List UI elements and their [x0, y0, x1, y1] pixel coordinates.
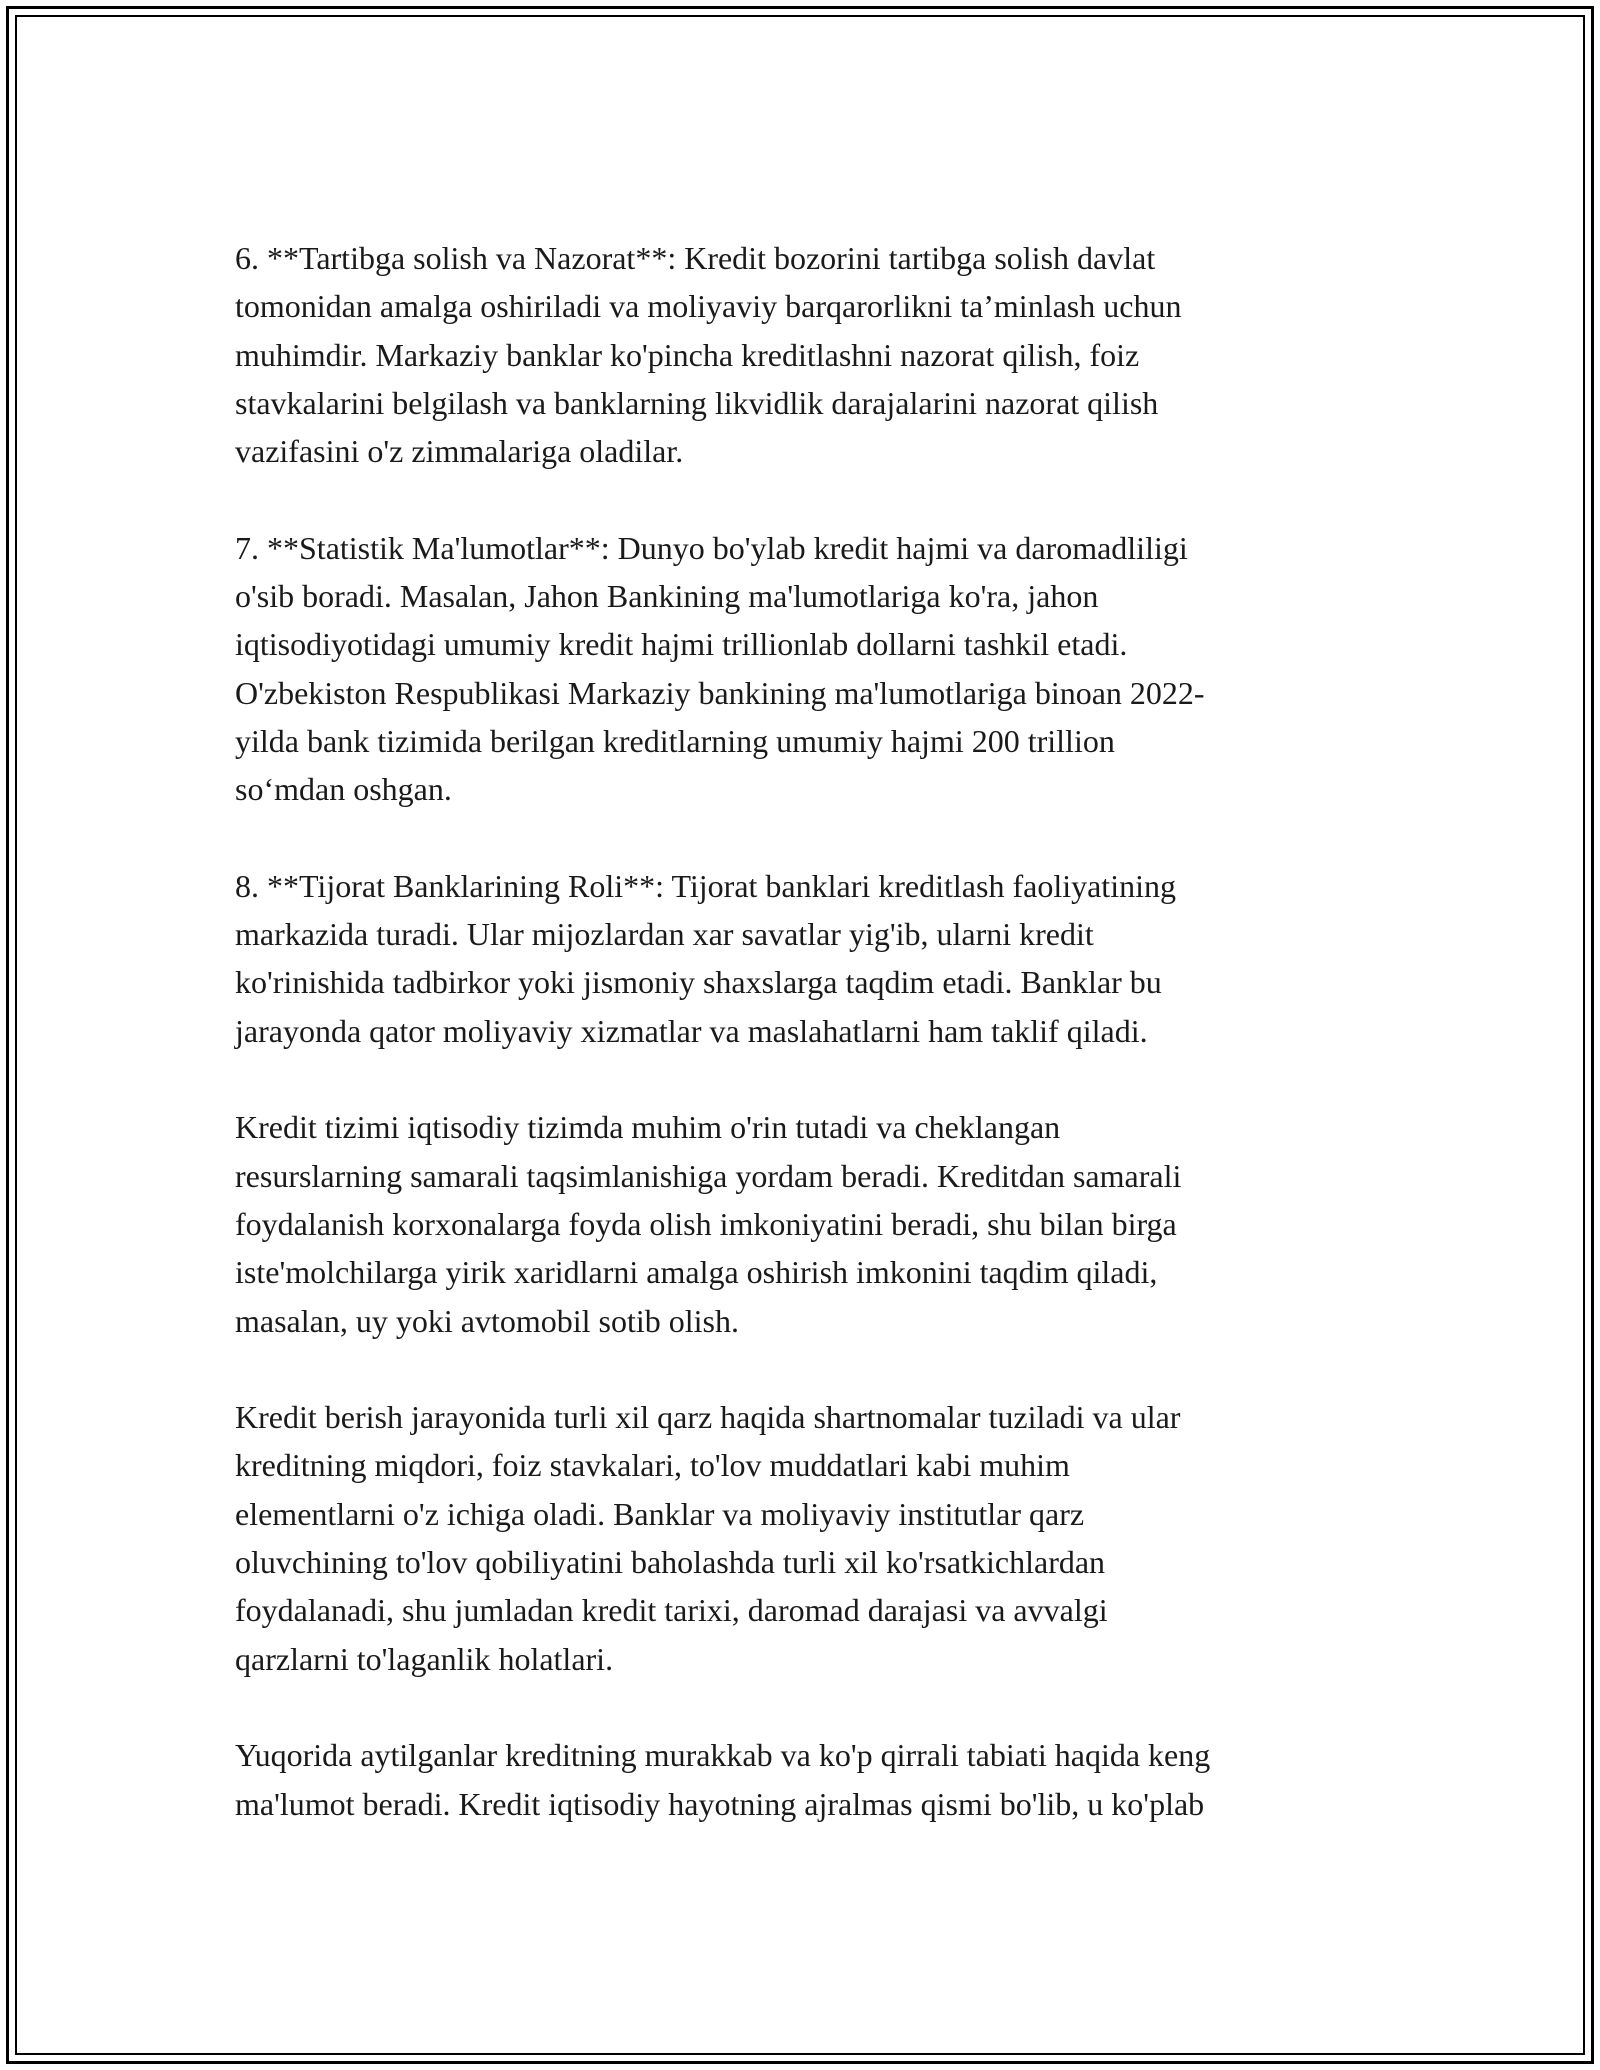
text-line: oluvchining to'lov qobiliyatini baholashda turli xil ko'rsatkichlardan	[235, 1544, 1106, 1581]
text-line: Kredit berish jarayonida turli xil qarz haqida shartnomalar tuziladi va ular	[235, 1399, 1181, 1436]
text-line: Kredit tizimi iqtisodiy tizimda muhim o'rin tutadi va cheklangan	[235, 1109, 1061, 1146]
paragraph-credit-system	[235, 1103, 1385, 1344]
text-line: qarzlarni to'laganlik holatlari.	[235, 1640, 614, 1677]
document-body	[235, 234, 1385, 1876]
text-line: kreditning miqdori, foiz stavkalari, to'lov muddatlari kabi muhim	[235, 1447, 1070, 1484]
text-line: elementlarni o'z ichiga oladi. Banklar va moliyaviy institutlar qarz	[235, 1495, 1085, 1532]
text-line: stavkalarini belgilash va banklarning likvidlik darajalarini nazorat qilish	[235, 384, 1159, 421]
text-line: iste'molchilarga yirik xaridlarni amalga oshirish imkonini taqdim qiladi,	[235, 1254, 1158, 1291]
text-line: jarayonda qator moliyaviy xizmatlar va maslahatlarni ham taklif qiladi.	[235, 1012, 1148, 1049]
text-line: vazifasini o'z zimmalariga oladilar.	[235, 433, 684, 470]
text-line: foydalanadi, shu jumladan kredit tarixi, daromad darajasi va avvalgi	[235, 1592, 1108, 1629]
paragraph-conclusion	[235, 1731, 1385, 1828]
text-line: iqtisodiyotidagi umumiy kredit hajmi trillionlab dollarni tashkil etadi.	[235, 626, 1128, 663]
text-line: masalan, uy yoki avtomobil sotib olish.	[235, 1302, 739, 1339]
text-line: yilda bank tizimida berilgan kreditlarning umumiy hajmi 200 trillion	[235, 722, 1115, 759]
text-line: O'zbekiston Respublikasi Markaziy bankining ma'lumotlariga binoan 2022-	[235, 674, 1205, 711]
text-line: ma'lumot beradi. Kredit iqtisodiy hayotning ajralmas qismi bo'lib, u ko'plab	[235, 1785, 1205, 1822]
text-line: so‘mdan oshgan.	[235, 771, 452, 808]
paragraph-commercial-banks	[235, 862, 1385, 1055]
text-line: 8. **Tijorat Banklarining Roli**: Tijorat banklari kreditlash faoliyatining	[235, 867, 1176, 904]
text-line: 7. **Statistik Ma'lumotlar**: Dunyo bo'ylab kredit hajmi va daromadliligi	[235, 529, 1188, 566]
paragraph-lending-process	[235, 1393, 1385, 1683]
text-line: tomonidan amalga oshiriladi va moliyaviy barqarorlikni ta’minlash uchun	[235, 288, 1182, 325]
text-line: foydalanish korxonalarga foyda olish imkoniyatini beradi, shu bilan birga	[235, 1205, 1177, 1242]
text-line: muhimdir. Markaziy banklar ko'pincha kreditlashni nazorat qilish, foiz	[235, 336, 1140, 373]
text-line: resurslarning samarali taqsimlanishiga yordam beradi. Kreditdan samarali	[235, 1157, 1182, 1194]
paragraph-regulation	[235, 234, 1385, 475]
paragraph-statistics	[235, 524, 1385, 814]
text-line: o'sib boradi. Masalan, Jahon Bankining ma'lumotlariga ko'ra, jahon	[235, 578, 1099, 615]
text-line: Yuqorida aytilganlar kreditning murakkab va ko'p qirrali tabiati haqida keng	[235, 1737, 1211, 1774]
text-line: 6. **Tartibga solish va Nazorat**: Kredit bozorini tartibga solish davlat	[235, 240, 1156, 276]
text-line: ko'rinishida tadbirkor yoki jismoniy shaxslarga taqdim etadi. Banklar bu	[235, 964, 1162, 1001]
text-line: markazida turadi. Ular mijozlardan xar savatlar yig'ib, ularni kredit	[235, 916, 1094, 953]
